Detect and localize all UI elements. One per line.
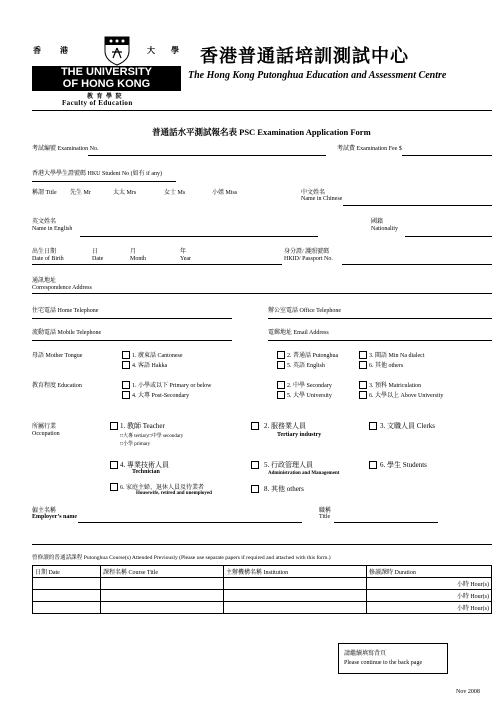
mother-tongue-label: 母語 Mother Tongue [32,353,83,359]
occ-teacher-sub: □大專 tertiary□中學 secondary [120,434,184,439]
checkbox[interactable] [110,483,118,491]
occ-teacher-sub: □小學 primary [120,442,151,447]
cell-input[interactable] [33,578,101,590]
mt-option: 1. 廣東話 Cantonese [132,353,183,359]
title-option-mrs[interactable]: 太太 Mrs [113,190,137,196]
continue-en: Please continue to the back page [344,660,423,666]
dob-month-cn: 月 [130,249,137,255]
checkbox[interactable] [359,391,367,399]
univ-name-line2: OF HONG KONG [62,78,151,90]
employer-field[interactable] [78,522,302,523]
exam-fee-label: 考試費 Examination Fee $ [337,146,402,152]
cell-input[interactable] [224,590,367,602]
mt-option: 2. 普通話 Putonghua [287,353,339,359]
univ-name-line1: THE UNIVERSITY [60,66,153,78]
checkbox[interactable] [251,422,259,430]
checkbox[interactable] [122,391,130,399]
nationality-cn: 國籍 [371,219,384,225]
univ-cn-char: 大 [147,46,155,55]
checkbox[interactable] [251,461,259,469]
hku-student-label: 香港大學學生證號碼 HKU Student No (如有 if any) [32,171,162,177]
nationality-en: Nationality [371,226,398,232]
education-label: 教育程度 Education [32,383,82,389]
univ-cn-char: 學 [171,46,179,55]
mobile-tel-label: 流動電話 Mobile Telephone [32,330,102,336]
occ-admin-cn: 5. 行政管理人員 [264,461,313,469]
hkid-field[interactable] [342,264,492,265]
university-crest-icon [104,36,130,66]
header-divider [32,110,492,111]
mt-option: 6. 其他 others [369,363,404,369]
checkbox[interactable] [110,461,118,469]
column-header: 日期 Date [33,566,101,578]
office-tel-field[interactable] [268,318,492,319]
office-tel-label: 辦公室電話 Office Telephone [268,308,342,314]
faculty-cn: 教 育 學 院 [87,94,123,100]
dob-cn: 出生日期 [32,249,57,255]
title-label: 稱謂 Title [32,190,57,196]
hku-student-field[interactable] [32,181,176,182]
checkbox[interactable] [122,361,130,369]
title-option-mr[interactable]: 先生 Mr [70,190,91,196]
address-cn: 通訊地址 [32,278,57,284]
dob-month-en: Month [130,256,147,262]
logo-banner [32,66,181,91]
nationality-field[interactable] [405,236,492,237]
checkbox[interactable] [277,351,285,359]
name-chinese-cn: 中文姓名 [301,190,326,196]
occ-housewife-en: Housewife, retired and unemployed [136,491,212,496]
checkbox[interactable] [110,422,118,430]
edu-option: 1. 小學或以下 Primary or below [132,383,212,389]
centre-name-en: The Hong Kong Putonghua Education and Assessment Centre [188,70,447,81]
exam-no-field[interactable] [88,155,326,156]
checkbox[interactable] [277,361,285,369]
occupation-cn: 所屬行業 [32,424,57,430]
column-header: 修讀課時 Duration [367,566,492,578]
cell-input[interactable] [101,602,224,614]
occ-student: 6. 學生 Students [380,461,427,469]
dob-date-en: Date [92,256,104,262]
checkbox[interactable] [359,381,367,389]
dob-year-cn: 年 [180,249,187,255]
edu-option: 2. 中學 Secondary [287,383,332,389]
address-en: Correspondence Address [32,285,92,291]
table-header-row [33,566,492,578]
checkbox[interactable] [359,351,367,359]
univ-cn-char: 香 [33,46,41,55]
edu-option: 5. 大學 University [287,393,332,399]
email-field[interactable] [268,340,492,341]
job-title-cn: 職稱 [319,508,332,514]
hkid-cn: 身分證/ 護照號碼 [284,249,330,255]
cell-input[interactable] [224,602,367,614]
faculty-name: Faculty of Education [62,99,133,107]
occ-service-cn: 2. 服務業人員 [264,422,306,430]
dob-year-en: Year [180,256,192,262]
name-english-en: Name in English [32,226,73,232]
form-version: Nov 2008 [456,689,480,695]
exam-fee-field[interactable] [402,155,492,156]
occ-teacher: 1. 教師 Teacher [120,422,165,430]
job-title-en: Title [319,514,331,520]
occupation-en: Occupation [32,431,60,437]
hours-cell[interactable]: 小時 Hour(s) [367,590,492,602]
email-label: 電郵地址 Email Address [268,330,329,336]
checkbox[interactable] [277,381,285,389]
occ-admin-en: Administration and Management [268,471,340,476]
hkid-en: HKID/ Passport No. [284,256,333,262]
univ-cn-char: 港 [60,46,68,55]
exam-no-label: 考試編號 Examination No. [32,146,99,152]
checkbox[interactable] [122,351,130,359]
checkbox[interactable] [277,391,285,399]
table-row [33,578,492,590]
employer-en: Employer’s name [32,514,78,520]
checkbox[interactable] [359,361,367,369]
table-row [33,590,492,602]
occ-housewife-cn: 6. 家庭主婦、退休人員及待業者 [120,485,205,491]
form-title: 普通話水平測試報名表 PSC Examination Application Form [152,127,371,137]
occ-clerks: 3. 文職人員 Clerks [380,422,436,430]
continue-notice [338,643,448,674]
centre-name-cn: 香港普通話培訓測試中心 [200,46,409,67]
checkbox[interactable] [369,461,377,469]
dob-en: Date of Birth [32,256,64,262]
checkbox[interactable] [369,422,377,430]
cell-input[interactable] [101,578,224,590]
section-divider [32,544,492,545]
checkbox[interactable] [251,485,259,493]
table-row [33,602,492,614]
employer-cn: 僱主名稱 [32,508,57,514]
edu-option: 3. 預科 Matriculation [369,383,422,389]
mt-option: 5. 英語 English [287,363,325,369]
name-chinese-en: Name in Chinese [301,196,343,202]
hours-cell[interactable]: 小時 Hour(s) [367,602,492,614]
address-field-1[interactable] [32,293,492,294]
checkbox[interactable] [122,381,130,389]
hours-cell[interactable]: 小時 Hour(s) [367,578,492,590]
cell-input[interactable] [33,590,101,602]
occ-service-en: Tertiary industry [277,432,322,438]
occ-professional-en: Technician [132,469,160,475]
cell-input[interactable] [224,578,367,590]
column-header: 主辦機構名稱 Institution [224,566,367,578]
continue-cn: 請繼續填寫背頁 [344,651,387,657]
occ-professional-cn: 4. 專業技術人員 [120,461,169,469]
cell-input[interactable] [101,590,224,602]
home-tel-field[interactable] [32,318,232,319]
mt-option: 3. 閩語 Min Na dialect [369,353,425,359]
home-tel-label: 住宅電話 Home Telephone [32,308,99,314]
dob-date-cn: 日 [92,249,99,255]
course-table [32,565,492,614]
name-english-cn: 英文姓名 [32,219,57,225]
edu-option: 4. 大專 Post-Secondary [132,393,190,399]
occ-others: 8. 其他 others [264,485,304,493]
mobile-tel-field[interactable] [32,340,232,341]
job-title-field[interactable] [334,522,438,523]
title-option-ms[interactable]: 女士 Ms [164,190,186,196]
edu-option: 6. 大學以上 Above University [369,393,444,399]
name-chinese-field[interactable] [343,205,492,206]
cell-input[interactable] [33,602,101,614]
title-option-miss[interactable]: 小姐 Miss [212,190,238,196]
course-caption: 曾修讀的普通話課程 Putonghua Course(s) Attended Previously (Please use separate papers if required and attached with this form.) [32,555,331,561]
column-header: 課程名稱 Course Title [101,566,224,578]
dob-field[interactable] [32,264,282,265]
name-english-field[interactable] [80,236,318,237]
mt-option: 4. 客語 Hakka [132,363,168,369]
